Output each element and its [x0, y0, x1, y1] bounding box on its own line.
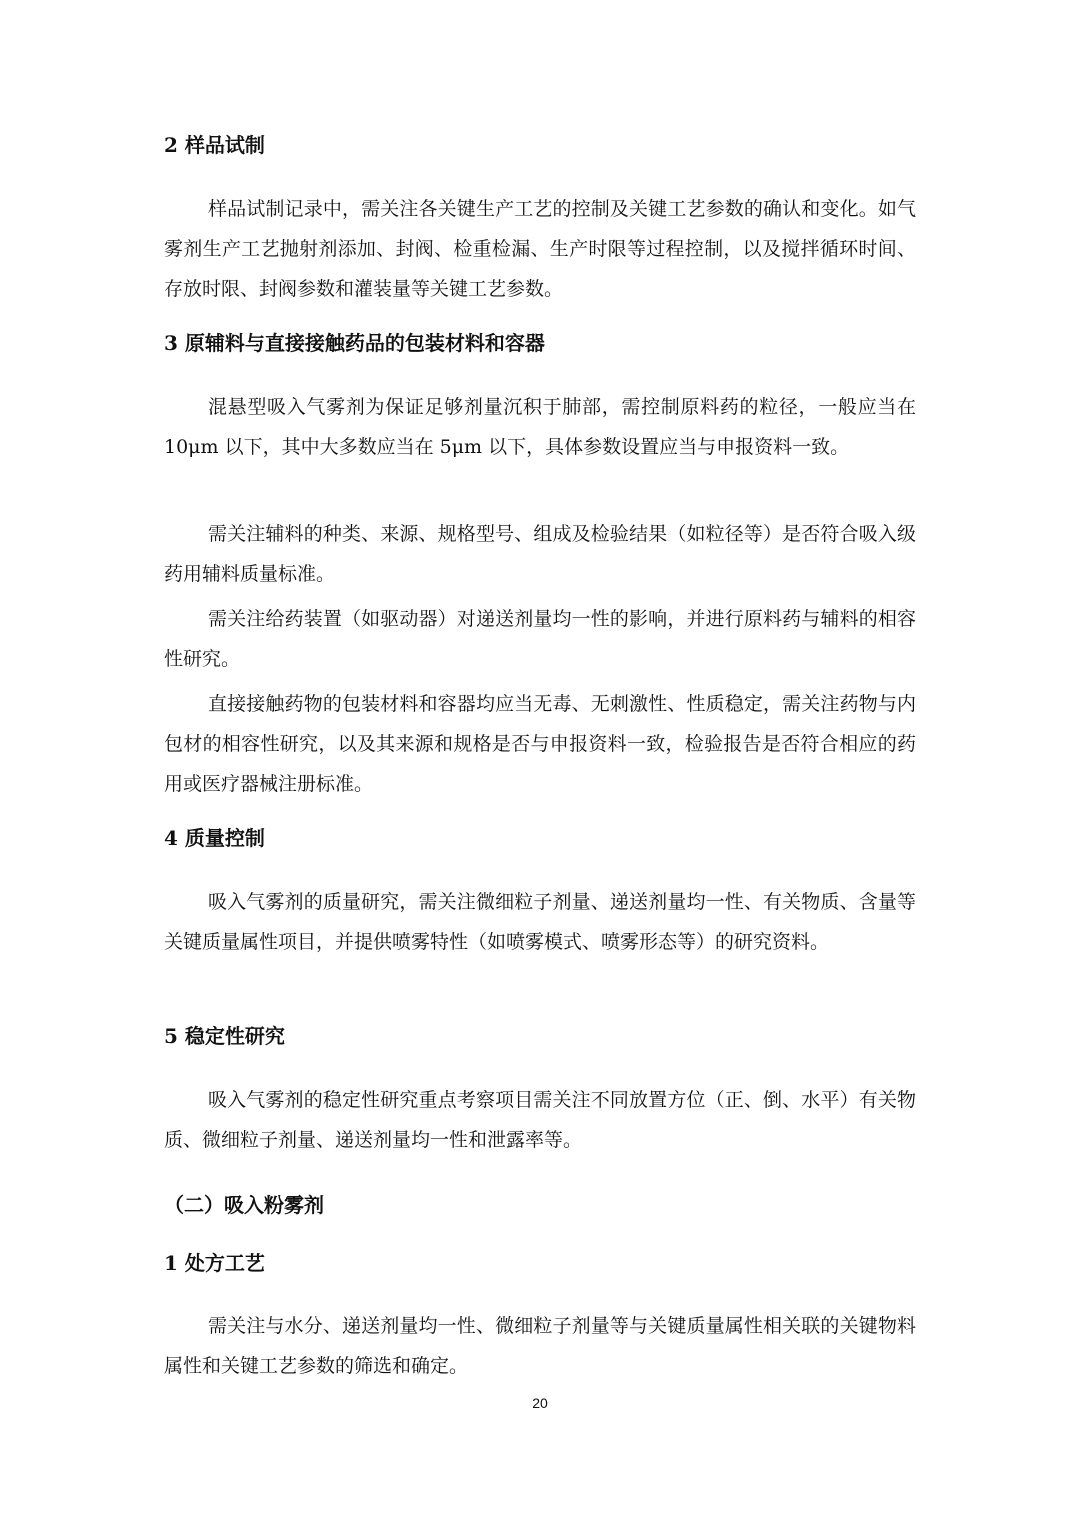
paragraph-excipients: 需关注辅料的种类、来源、规格型号、组成及检验结果（如粒径等）是否符合吸入级药用辅料质量标准。	[164, 523, 916, 585]
section-heading-sample-trial: 2 样品试制	[164, 133, 265, 157]
paragraph-packaging-containers: 直接接触药物的包装材料和容器均应当无毒、无刺激性、性质稳定，需关注药物与内包材的相容性研究，以及其来源和规格是否与申报资料一致，检验报告是否符合相应的药用或医疗器械注册标准。	[164, 693, 916, 795]
section-heading-formulation-process: 1 处方工艺	[164, 1251, 265, 1275]
page-number: 20	[532, 1395, 548, 1411]
paragraph-particle-size: 混悬型吸入气雾剂为保证足够剂量沉积于肺部，需控制原料药的粒径，一般应当在 10μm 以下，其中大多数应当在 5μm 以下，具体参数设置应当与申报资料一致。	[164, 396, 916, 458]
paragraph-formulation-process: 需关注与水分、递送剂量均一性、微细粒子剂量等与关键质量属性相关联的关键物料属性和关键工艺参数的筛选和确定。	[164, 1315, 916, 1377]
paragraph-sample-trial: 样品试制记录中，需关注各关键生产工艺的控制及关键工艺参数的确认和变化。如气雾剂生产工艺抛射剂添加、封阀、检重检漏、生产时限等过程控制，以及搅拌循环时间、存放时限、封阀参数和灌装量等关键工艺参数。	[164, 198, 916, 300]
paragraph-stability: 吸入气雾剂的稳定性研究重点考察项目需关注不同放置方位（正、倒、水平）有关物质、微细粒子剂量、递送剂量均一性和泄露率等。	[164, 1089, 916, 1151]
section-heading-quality-control: 4 质量控制	[164, 826, 265, 850]
section-heading-stability: 5 稳定性研究	[164, 1024, 285, 1048]
paragraph-quality-control: 吸入气雾剂的质量研究，需关注微细粒子剂量、递送剂量均一性、有关物质、含量等关键质量属性项目，并提供喷雾特性（如喷雾模式、喷雾形态等）的研究资料。	[164, 891, 916, 953]
paragraph-delivery-device: 需关注给药装置（如驱动器）对递送剂量均一性的影响，并进行原料药与辅料的相容性研究。	[164, 608, 916, 670]
section-heading-materials-packaging: 3 原辅料与直接接触药品的包装材料和容器	[164, 331, 545, 355]
section-heading-inhalation-powder: （二）吸入粉雾剂	[164, 1193, 324, 1217]
